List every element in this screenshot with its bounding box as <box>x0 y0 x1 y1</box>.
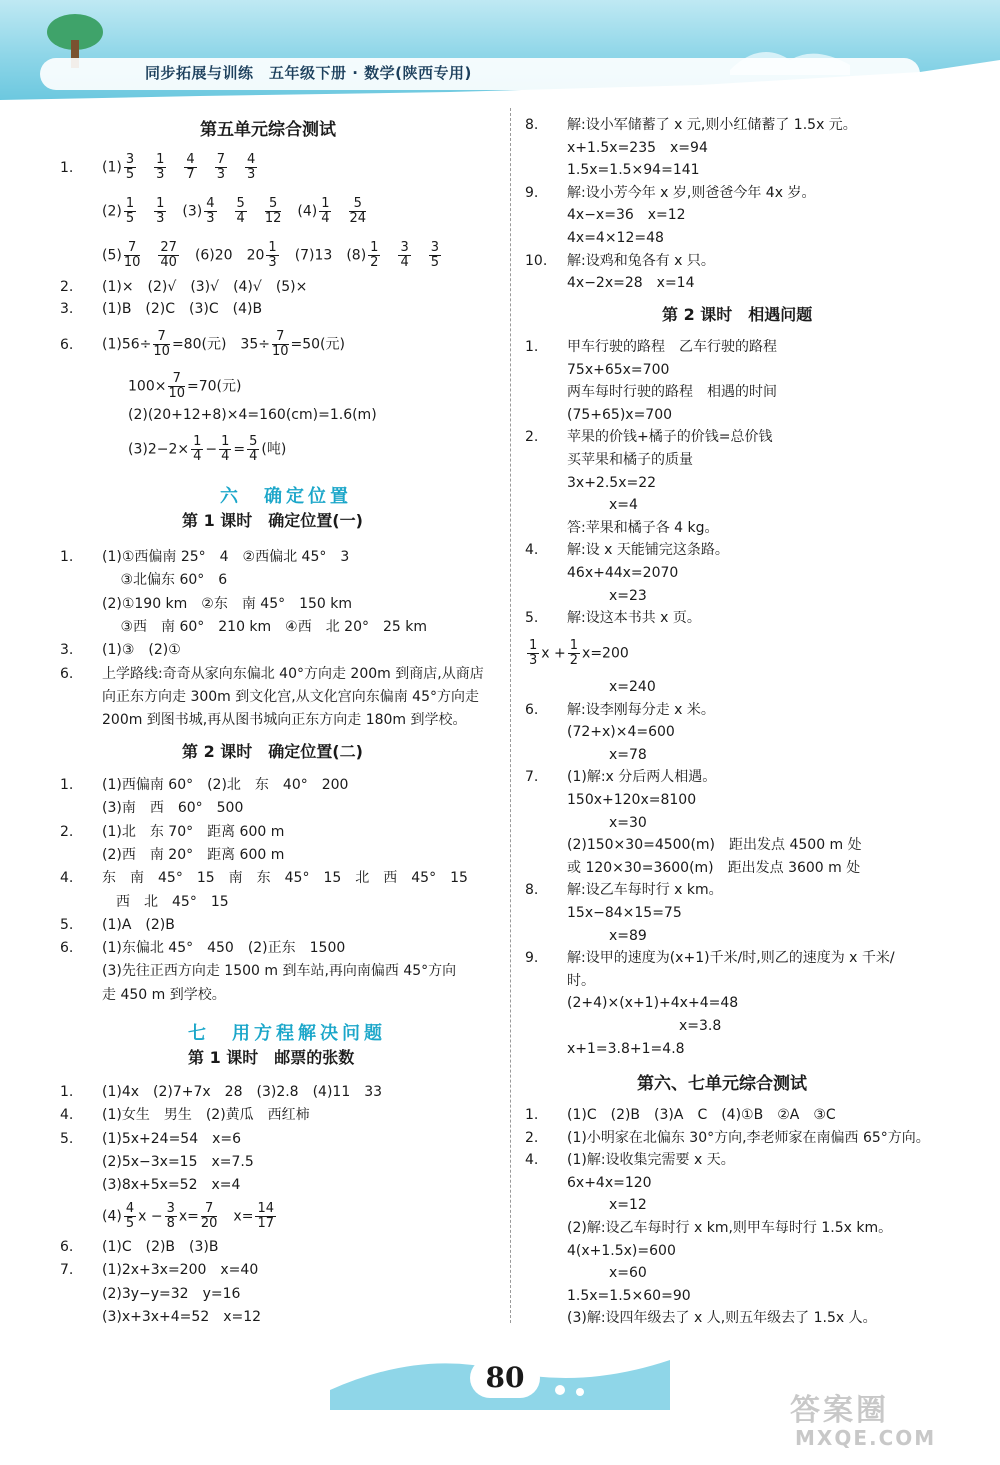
answer-line: 10. 解:设鸡和兔各有 x 只。 <box>525 252 715 269</box>
answer-line: 2. 苹果的价钱+橘子的价钱=总价钱 <box>525 429 773 446</box>
answer-line: 7. (1)2x+3x=200 x=40 <box>60 1262 259 1279</box>
answer-line: (3)先往正西方向走 1500 m 到车站,再向南偏西 45°方向 <box>102 963 457 980</box>
answer-line: ③西 南 60° 210 km ④西 北 20° 25 km <box>102 618 428 635</box>
answer-line: (2)5x−3x=15 x=7.5 <box>102 1153 254 1170</box>
answer-line: 答:苹果和橘子各 4 kg。 <box>567 519 719 536</box>
answer-line: x=23 <box>567 587 647 604</box>
answer-line: (72+x)×4=600 <box>567 724 675 741</box>
answer-line: 5. (1)A (2)B <box>60 916 175 933</box>
answer-line: 100× $\frac{7}{10}$ =70(元) <box>128 371 242 401</box>
answer-line: x=3.8 <box>567 1018 722 1034</box>
answer-line: 2. (1)× (2)√ (3)√ (4)√ (5)× <box>60 279 308 295</box>
answer-line: 2. (1)小明家在北偏东 30°方向,李老师家在南偏西 65°方向。 <box>525 1129 930 1146</box>
answer-line: 4. 解:设 x 天能铺完这条路。 <box>525 542 729 559</box>
answer-line: 4. (1)解:设收集完需要 x 天。 <box>525 1152 735 1169</box>
answer-line: x=12 <box>567 1197 647 1214</box>
answer-line: 6. (1)东偏北 45° 450 (2)正东 1500 <box>60 940 346 957</box>
unit-title-7: 七 用方程解决问题 <box>188 1023 386 1044</box>
answer-line: (2)解:设乙车每时行 x km,则甲车每时行 1.5x km。 <box>567 1220 893 1236</box>
answer-line: x=89 <box>567 927 647 944</box>
answer-line: 3. (1)B (2)C (3)C (4)B <box>60 301 263 317</box>
answer-line: 4(x+1.5x)=600 <box>567 1242 676 1259</box>
section-title-unit5-test: 第五单元综合测试 <box>200 120 336 140</box>
answer-line: 75x+65x=700 <box>567 361 670 378</box>
answer-line: x=78 <box>567 746 647 763</box>
answer-line: (3)8x+5x=52 x=4 <box>102 1177 241 1194</box>
answer-line: 8. 解:设乙车每时行 x km。 <box>525 882 723 899</box>
answer-line: 200m 到图书城,再从图书城向正东方向走 180m 到学校。 <box>102 712 467 729</box>
header-title: 同步拓展与训练 五年级下册 · 数学(陕西专用) <box>145 64 472 82</box>
lesson-title: 第 2 课时 确定位置(二) <box>182 742 363 761</box>
answer-line: 西 北 45° 15 <box>102 893 229 910</box>
section-title-unit67-test: 第六、七单元综合测试 <box>637 1074 807 1094</box>
answer-line: 4. (1)女生 男生 (2)黄瓜 西红柿 <box>60 1107 310 1124</box>
answer-line: 走 450 m 到学校。 <box>102 986 226 1003</box>
answer-line: (3)x+3x+4=52 x=12 <box>102 1308 262 1325</box>
answer-line: (2) $\frac{1}{5}$ $\frac{1}{3}$ (3) $\frac{4}{3}$ $\frac{5}{4}$ $\frac{5}{12}$ (4) $\frac{1}{4}$ $\frac{5}{24}$ <box>102 196 367 226</box>
answer-line: x=30 <box>567 814 647 831</box>
answer-line: (3)南 西 60° 500 <box>102 800 244 817</box>
answer-line: 5. (1)5x+24=54 x=6 <box>60 1130 242 1147</box>
answer-line: x=4 <box>567 497 638 514</box>
answer-line: 4x−x=36 x=12 <box>567 207 686 224</box>
answer-line: $\frac{1}{3}$ x + $\frac{1}{2}$ x=200 <box>529 638 629 668</box>
answer-line: 3. (1)③ (2)① <box>60 642 181 659</box>
answer-line: 6. (1)56÷ $\frac{7}{10}$ =80(元) 35÷ $\frac{7}{10}$ =50(元) <box>60 329 345 359</box>
answer-line: 15x−84×15=75 <box>567 905 682 921</box>
answer-line: x=240 <box>567 679 656 695</box>
answer-line: 9. 解:设甲的速度为(x+1)千米/时,则乙的速度为 x 千米/ <box>525 950 895 967</box>
answer-line: 买苹果和橘子的质量 <box>567 452 693 468</box>
page-number: 80 <box>470 1358 540 1398</box>
answer-line: (3)2−2× $\frac{1}{4}$ − $\frac{1}{4}$ = $\frac{5}{4}$ (吨) <box>128 434 287 464</box>
answer-line: 150x+120x=8100 <box>567 792 697 808</box>
lesson-title: 第 2 课时 相遇问题 <box>662 305 813 324</box>
answer-line: 6. (1)C (2)B (3)B <box>60 1239 219 1255</box>
answer-line: (3)解:设四年级去了 x 人,则五年级去了 1.5x 人。 <box>567 1310 877 1327</box>
answer-line: 9. 解:设小芳今年 x 岁,则爸爸今年 4x 岁。 <box>525 184 816 201</box>
answer-line: 1. 甲车行驶的路程 乙车行驶的路程 <box>525 339 777 355</box>
answer-line: 两车每时行驶的路程 相遇的时间 <box>567 384 777 401</box>
answer-line: 1. (1)西偏南 60° (2)北 东 40° 200 <box>60 777 349 793</box>
answer-line: (2)西 南 20° 距离 600 m <box>102 846 285 863</box>
answer-line: (2+4)×(x+1)+4x+4=48 <box>567 995 739 1012</box>
answer-line: 1.5x=1.5×94=141 <box>567 162 700 179</box>
answer-line: 4x−2x=28 x=14 <box>567 275 695 292</box>
answer-line: 5. 解:设这本书共 x 页。 <box>525 610 701 627</box>
answer-line: 8. 解:设小军储蓄了 x 元,则小红储蓄了 1.5x 元。 <box>525 117 857 133</box>
answer-line: (5) $\frac{7}{10}$ $\frac{27}{40}$ (6)20 20 $\frac{1}{3}$ (7)13 (8) $\frac{1}{2}$ $\frac{3}{4}$ $\frac{3}{5}$ <box>102 240 440 270</box>
answer-line: 1.5x=1.5×60=90 <box>567 1287 691 1304</box>
answer-line: (2)①190 km ②东 南 45° 150 km <box>102 595 353 612</box>
watermark-logo: 答案圈 <box>790 1393 889 1428</box>
answer-line: 6. 解:设李刚每分走 x 米。 <box>525 701 715 718</box>
answer-line: 1. (1) $\frac{3}{5}$ $\frac{1}{3}$ $\frac{4}{7}$ $\frac{7}{3}$ $\frac{4}{3}$ <box>60 152 256 182</box>
answer-line: 46x+44x=2070 <box>567 565 679 581</box>
answer-line: (2)3y−y=32 y=16 <box>102 1285 241 1302</box>
answer-line: (2)(20+12+8)×4=160(cm)=1.6(m) <box>128 407 377 423</box>
answer-line: x=60 <box>567 1265 647 1282</box>
answer-line: (75+65)x=700 <box>567 406 673 423</box>
answer-line: 时。 <box>567 972 595 989</box>
answer-line: ③北偏东 60° 6 <box>102 572 228 589</box>
answer-line: 7. (1)解:x 分后两人相遇。 <box>525 769 717 786</box>
lesson-title: 第 1 课时 邮票的张数 <box>188 1048 355 1067</box>
lesson-title: 第 1 课时 确定位置(一) <box>182 511 363 530</box>
watermark-url: MXQE.COM <box>795 1426 937 1450</box>
answer-line: (4) $\frac{4}{5}$ x − $\frac{3}{8}$ x= $\frac{7}{20}$ x= $\frac{14}{17}$ <box>102 1201 274 1231</box>
unit-title-6: 六 确定位置 <box>220 486 352 507</box>
answer-line: 1. (1)C (2)B (3)A C (4)①B ②A ③C <box>525 1107 836 1123</box>
answer-line: 1. (1)4x (2)7+7x 28 (3)2.8 (4)11 33 <box>60 1084 383 1100</box>
answer-line: 4. 东 南 45° 15 南 东 45° 15 北 西 45° 15 <box>60 870 468 887</box>
answer-line: 1. (1)①西偏南 25° 4 ②西偏北 45° 3 <box>60 549 350 565</box>
answer-line: (2)150×30=4500(m) 距出发点 4500 m 处 <box>567 837 862 854</box>
answer-line: 6x+4x=120 <box>567 1174 652 1191</box>
answer-line: 向正东方向走 300m 到文化宫,从文化宫向东偏南 45°方向走 <box>102 688 479 705</box>
answer-line: x+1=3.8+1=4.8 <box>567 1040 685 1057</box>
answer-line: 6. 上学路线:奇奇从家向东偏北 40°方向走 200m 到商店,从商店 <box>60 665 484 682</box>
answer-line: x+1.5x=235 x=94 <box>567 139 708 156</box>
answer-line: 2. (1)北 东 70° 距离 600 m <box>60 823 285 840</box>
answer-line: 4x=4×12=48 <box>567 230 664 246</box>
column-divider <box>510 108 511 1323</box>
answer-line: 3x+2.5x=22 <box>567 474 657 491</box>
answer-line: 或 120×30=3600(m) 距出发点 3600 m 处 <box>567 859 861 876</box>
